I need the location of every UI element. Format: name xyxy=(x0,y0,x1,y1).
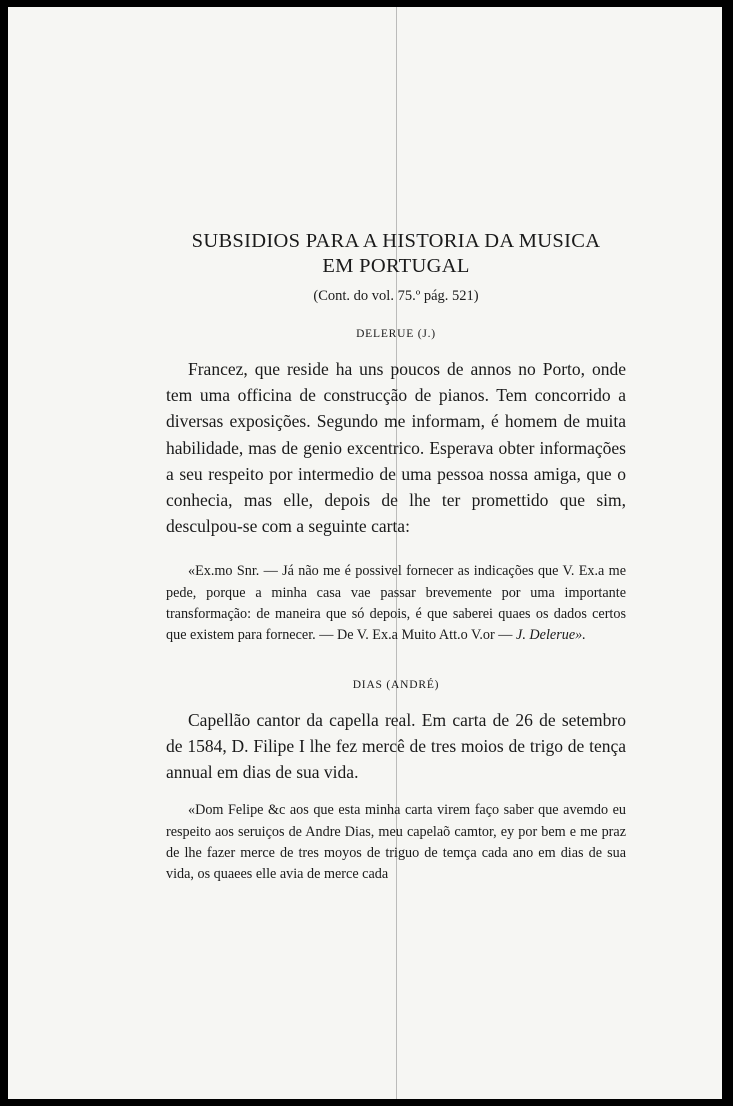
delerue-letter-text: «Ex.mo Snr. — Já não me é possivel fornecer as indicações que V. Ex.a me pede, porque a minha casa vae passar brevemente por uma importante transformação: de maneira que só depois, é que saberei quaes os dados certos que existem para fornecer. — De V. Ex.a Muito Att.o V.or — xyxy=(166,563,626,644)
scanned-page xyxy=(8,7,722,1099)
section-heading-dias: DIAS (ANDRÉ) xyxy=(352,678,440,691)
dias-paragraph: Capellão cantor da capella real. Em carta de 26 de setembro de 1584, D. Filipe I lhe fez mercê de tres moios de trigo de tença annual em dias de sua vida. xyxy=(166,709,626,783)
article-title-line-2: EM PORTUGAL xyxy=(322,255,470,277)
article-title-line-1: SUBSIDIOS PARA A HISTORIA DA MUSICA xyxy=(191,230,601,252)
section-heading-delerue: DELERUE (J.) xyxy=(356,328,436,340)
article-body xyxy=(166,229,626,885)
delerue-letter xyxy=(166,561,626,646)
dias-royal-letter: «Dom Felipe &c aos que esta minha carta virem faço saber que avemdo eu respeito aos seruiços de Andre Dias, meu capelaõ camtor, ey por bem e me praz de lhe fazer merce de tres moyos de triguo de temça cada ano em dias de sua vida, os quaees elle avia de merce cada xyxy=(166,802,626,883)
continuation-note: (Cont. do vol. 75.º pág. 521) xyxy=(313,288,479,304)
delerue-paragraph: Francez, que reside ha uns poucos de annos no Porto, onde tem uma officina de construcção de pianos. Tem concorrido a diversas exposições. Segundo me informam, é homem de muita habilidade, mas de genio excentrico. Esperava obter informações a seu respeito por intermedio de uma pessoa nossa amiga, que o conhecia, mas elle, depois de lhe ter promettido que sim, desculpou-se com a seguinte carta: xyxy=(166,359,626,537)
delerue-signature: J. Delerue». xyxy=(516,627,586,644)
